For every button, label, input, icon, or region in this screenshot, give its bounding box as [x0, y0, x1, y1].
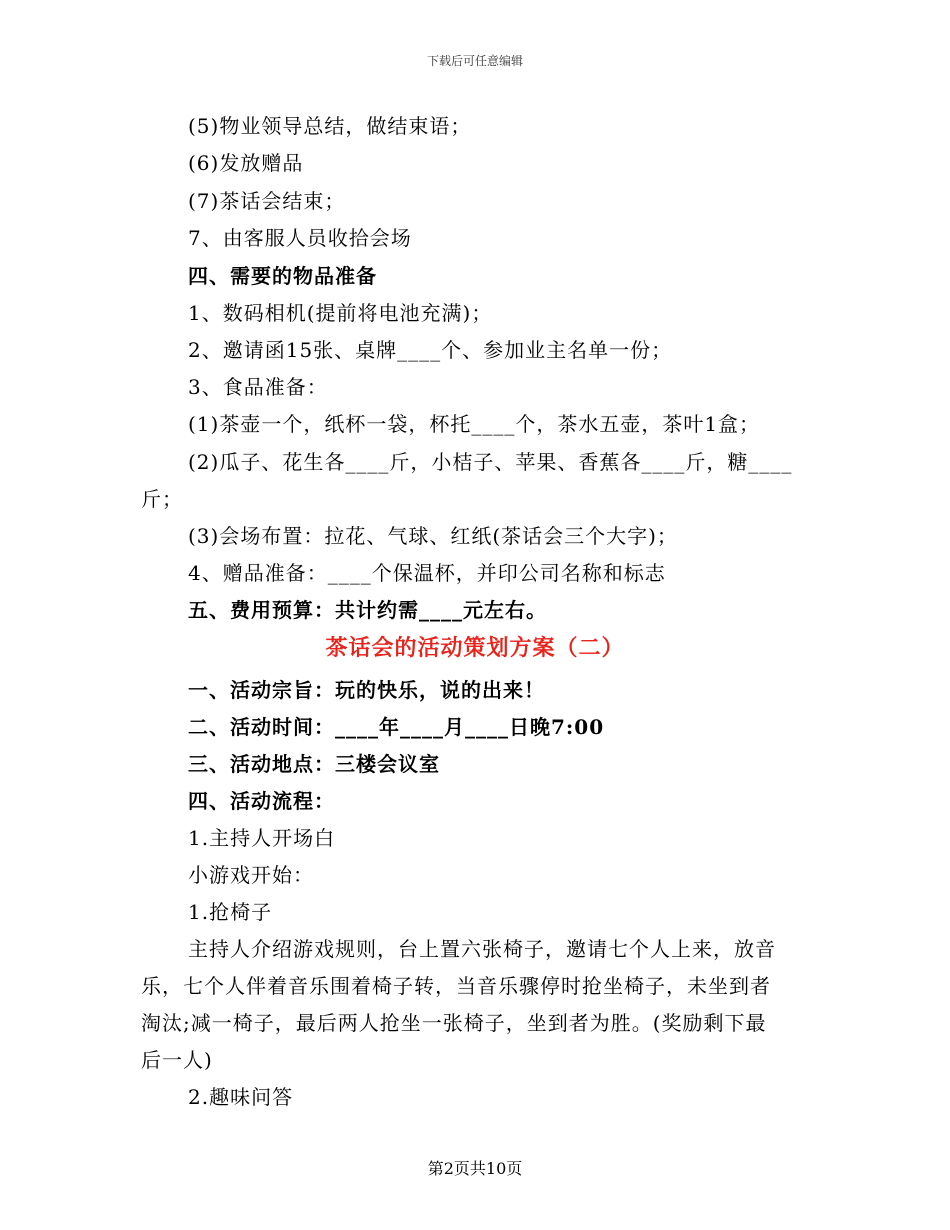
list-item: (7)茶话会结束；: [188, 189, 346, 213]
list-item: (3)会场布置：拉花、气球、红纸(茶话会三个大字)；: [188, 524, 678, 548]
list-item: 4、赠品准备：____个保温杯，并印公司名称和标志: [188, 561, 666, 585]
page-header-note: 下载后可任意编辑: [426, 54, 523, 68]
list-item: 2、邀请函15张、桌牌____个、参加业主名单一份；: [188, 338, 673, 362]
section-heading: 四、需要的物品准备: [188, 264, 377, 288]
section-heading: 一、活动宗旨：玩的快乐，说的出来！: [188, 678, 545, 702]
list-item: 3、食品准备：: [188, 375, 328, 399]
list-item: 7、由客服人员收拾会场: [188, 226, 412, 250]
section-heading: 二、活动时间：____年____月____日晚7:00: [188, 715, 605, 739]
list-item: 1.抢椅子: [188, 900, 273, 924]
section-heading: 五、费用预算：共计约需____元左右。: [188, 598, 547, 622]
section-heading: 四、活动流程：: [188, 789, 335, 813]
list-item-continuation: 斤；: [141, 487, 183, 511]
list-item: (5)物业领导总结，做结束语；: [188, 114, 472, 138]
paragraph-line: 主持人介绍游戏规则，台上置六张椅子，邀请七个人上来，放音: [188, 937, 776, 961]
list-item: 1、数码相机(提前将电池充满)；: [188, 301, 493, 325]
list-item: (6)发放赠品: [188, 151, 304, 175]
list-item: (2)瓜子、花生各____斤，小桔子、苹果、香蕉各____斤，糖____: [188, 450, 793, 474]
section-heading: 三、活动地点：三楼会议室: [188, 752, 440, 776]
list-item: 1.主持人开场白: [188, 826, 336, 850]
paragraph-line: 后一人): [141, 1048, 213, 1072]
list-item: 2.趣味问答: [188, 1085, 294, 1109]
paragraph-line: 乐，七个人伴着音乐围着椅子转，当音乐骤停时抢坐椅子，未坐到者: [141, 974, 771, 998]
list-item: (1)茶壶一个，纸杯一袋，杯托____个，茶水五壶，茶叶1盒；: [188, 412, 761, 436]
list-item: 小游戏开始：: [188, 863, 314, 887]
page-number: 第2页共10页: [427, 1159, 523, 1178]
paragraph-line: 淘汰;减一椅子，最后两人抢坐一张椅子，坐到者为胜。(奖励剩下最: [141, 1011, 767, 1035]
section-title: 茶话会的活动策划方案（二）: [325, 635, 625, 661]
